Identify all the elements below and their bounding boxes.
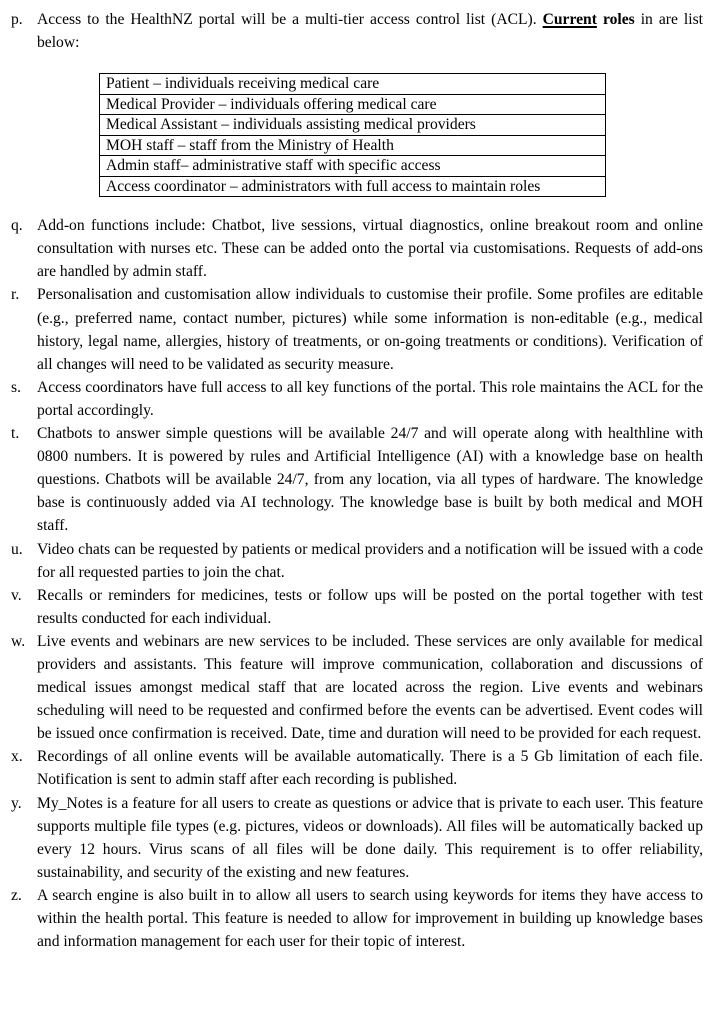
emphasis-roles: roles: [602, 11, 635, 28]
list-marker: q.: [11, 217, 23, 235]
table-row: [100, 115, 606, 136]
list-marker: w.: [11, 632, 26, 650]
table-row: [100, 156, 606, 177]
text-run: in are list below:: [37, 11, 703, 52]
list-marker: p.: [11, 11, 23, 28]
list-item-text: [37, 8, 703, 54]
list-item-text: Personalisation and customisation allow individuals to customise their profile. Some profiles are editable (e.g., preferred name, contact number, pictures) while some information is non-editable (e.g., medical history, legal name, allergies, history of treatments, or on-going treatments or conditions). Verification of all changes will need to be validated as security measure.: [37, 286, 703, 373]
table-row: [100, 94, 606, 115]
list-item-s: [0, 376, 710, 422]
list-item-text: My_Notes is a feature for all users to create as questions or advice that is private to each user. This feature supports multiple file types (e.g. pictures, videos or downloads). All files will be automatically backed up every 12 hours. Virus scans of all files will be done daily. This requirement is to offer reliability, sustainability, and security of the existing and new features.: [37, 794, 703, 881]
list-item-x: [0, 745, 710, 791]
text-run: Access to the HealthNZ portal will be a multi-tier access control list (ACL).: [37, 11, 543, 28]
list-item-text: Video chats can be requested by patients or medical providers and a notification will be issued with a code for all requested parties to join the chat.: [37, 540, 703, 581]
list-item-text: Recordings of all online events will be available automatically. There is a 5 Gb limitation of each file. Notification is sent to admin staff after each recording is published.: [37, 748, 703, 789]
list-item-text: Chatbots to answer simple questions will be available 24/7 and will operate along with healthline with 0800 numbers. It is powered by rules and Artificial Intelligence (AI) with a knowledge base on health questions. Chatbots will be available 24/7, from any location, via all types of hardware. The knowledge base is continuously added via AI technology. The knowledge base is built by both medical and MOH staff.: [37, 425, 703, 535]
list-item-w: [0, 630, 710, 745]
list-marker: u.: [11, 540, 23, 558]
table-cell: Medical Assistant – individuals assisting medical providers: [100, 115, 606, 136]
list-marker: s.: [11, 378, 21, 396]
list-marker: t.: [11, 425, 20, 443]
list-item-t: [0, 422, 710, 537]
list-item-z: [0, 884, 710, 953]
list-item-text: Recalls or reminders for medicines, tests or follow ups will be posted on the portal together with test results conducted for each individual.: [37, 586, 703, 627]
list-item-u: [0, 538, 710, 584]
table-row: [100, 176, 606, 197]
table-cell: Admin staff– administrative staff with specific access: [100, 156, 606, 177]
list-item-p: [0, 8, 710, 54]
list-item-text: A search engine is also built in to allow all users to search using keywords for items they have access to within the health portal. This feature is needed to allow for improvement in building up knowledge bases and information management for each user for their topic of interest.: [37, 886, 703, 951]
table-cell: MOH staff – staff from the Ministry of Health: [100, 135, 606, 156]
list-item-text: Live events and webinars are new services to be included. These services are only available for medical providers and assistants. This feature will improve communication, collaboration and discussions of medical issues amongst medical staff that are located across the region. Live events and webinars scheduling will need to be requested and confirmed before the events can be advertised. Event codes will be issued once confirmation is received. Date, time and duration will need to be provided for each request.: [37, 632, 703, 743]
list-marker: x.: [11, 748, 23, 766]
table-cell: Medical Provider – individuals offering medical care: [100, 94, 606, 115]
list-marker: y.: [11, 794, 22, 812]
table-row: [100, 74, 606, 95]
list-marker: r.: [11, 286, 20, 304]
emphasis-current: Current: [542, 11, 597, 28]
list-marker: v.: [11, 586, 22, 604]
list-item-v: [0, 584, 710, 630]
list-item-y: [0, 792, 710, 884]
roles-table: [99, 73, 606, 197]
list-item-text: Access coordinators have full access to all key functions of the portal. This role maintains the ACL for the portal accordingly.: [37, 378, 703, 419]
list-item-q: [0, 214, 710, 283]
table-cell: Patient – individuals receiving medical care: [100, 74, 606, 95]
list-item-r: [0, 283, 710, 375]
list-marker: z.: [11, 886, 22, 904]
table-cell: Access coordinator – administrators with full access to maintain roles: [100, 176, 606, 197]
table-row: [100, 135, 606, 156]
roles-table-container: [99, 73, 606, 197]
list-item-text: Add-on functions include: Chatbot, live sessions, virtual diagnostics, online breakout room and online consultation with nurses etc. These can be added onto the portal via customisations. Requests of add-ons are handled by admin staff.: [37, 217, 703, 281]
